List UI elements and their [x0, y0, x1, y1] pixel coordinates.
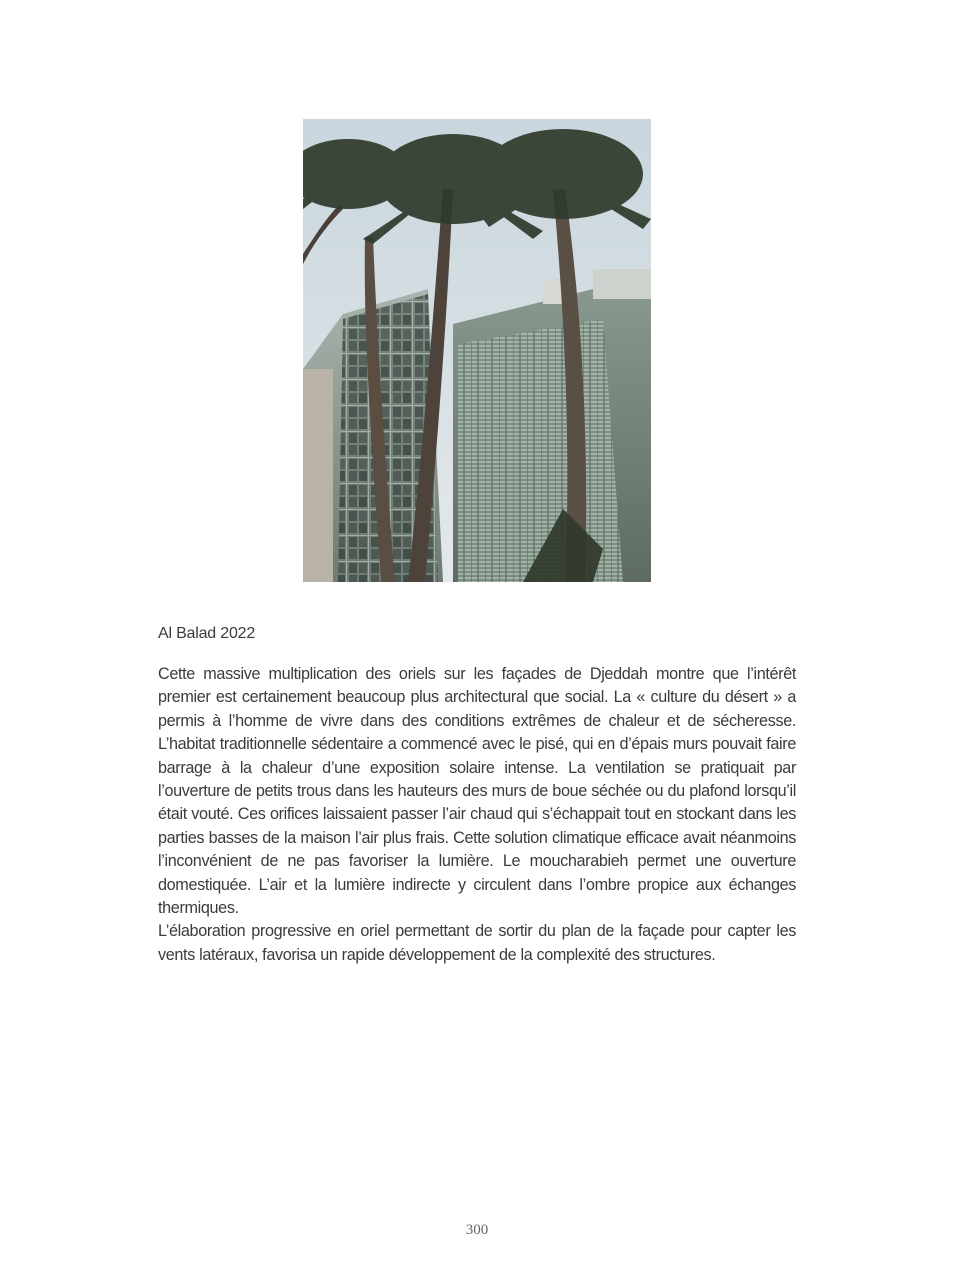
paragraph: L’élaboration progressive en oriel permettant de sortir du plan de la façade pour capter les vents latéraux, favorisa un rapide développement de la complexité des structures.: [158, 922, 796, 964]
figure-caption: Al Balad 2022: [158, 625, 256, 642]
paragraph: Cette massive multiplication des oriels sur les façades de Djeddah montre que l’intérêt premier est certainement beaucoup plus architectural que social. La « culture du désert » a permis à l’homme de vivre dans des conditions extrêmes de chaleur et de sécheresse. L’habitat traditionnelle sédentaire a commencé avec le pisé, qui en d’épais murs pouvait faire barrage à la chaleur d’une exposition solaire intense. La ventilation se pratiquait par l’ouverture de petits trous dans les hauteurs des murs de boue séchée ou du plafond lorsqu’il était vouté. Ces orifices laissaient passer l’air chaud qui s’échappait tout en stockant dans les parties basses de la maison l’air plus frais. Cette solution climatique efficace avait néanmoins l’inconvénient de ne pas favoriser la lumière. Le moucharabieh permet une ouverture domestiquée. L’air et la lumière indirecte y circulent dans l’ombre propice aux échanges thermiques.: [158, 665, 796, 918]
body-text: [158, 663, 796, 967]
photo-palm-trees-icon: [303, 119, 651, 582]
figure-photo: [303, 119, 651, 582]
page-number: 300: [465, 1222, 489, 1238]
